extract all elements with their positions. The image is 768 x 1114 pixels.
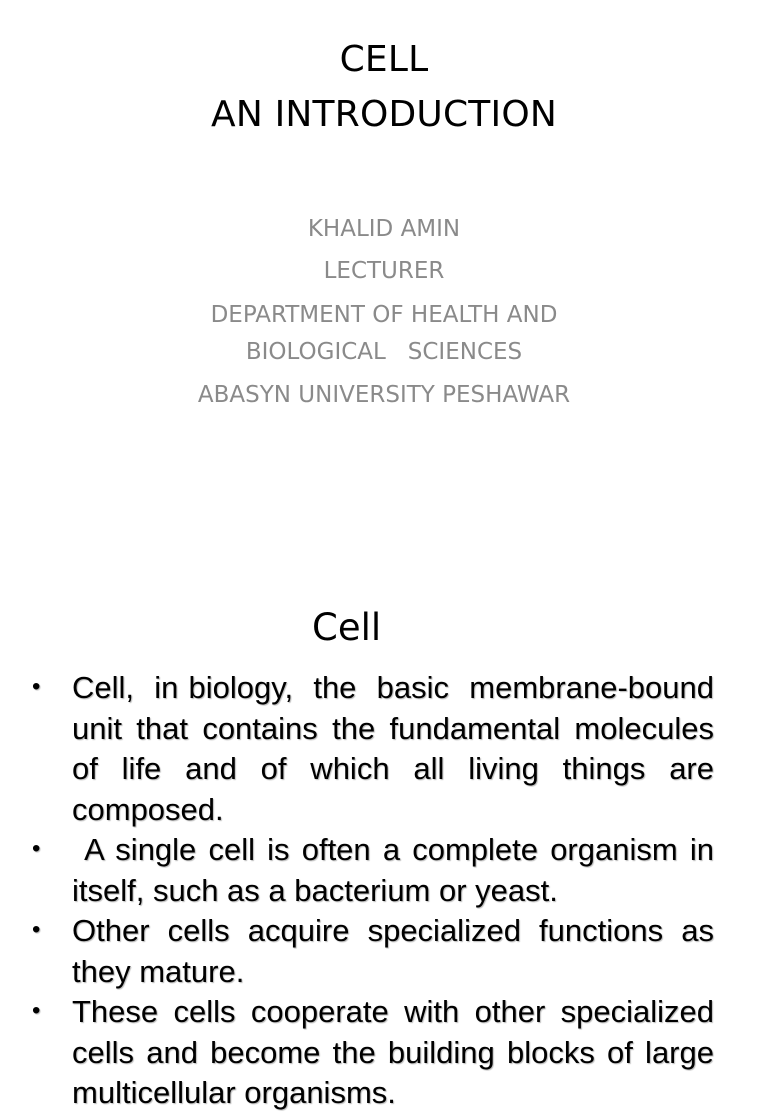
slide-title-line-1: CELL [339, 39, 429, 80]
bullet-item [30, 668, 723, 830]
bullet-item [30, 992, 714, 1114]
slide-title-line-2: AN INTRODUCTION [211, 94, 557, 135]
bullet-text: These cells cooperate with other specialized cells and become the building blocks of large multicellular organisms. [72, 994, 714, 1110]
author-name: KHALID AMIN [307, 216, 461, 242]
department-line-1: DEPARTMENT OF HEALTH AND [210, 302, 558, 328]
bullet-dot-icon: • [32, 916, 41, 943]
bullet-dot-icon: • [32, 835, 41, 862]
bullet-text: Cell, in biology, the basic membrane-bound unit that contains the fundamental molecules of life and of which all living things are composed. [72, 670, 723, 827]
bullet-dot-icon: • [32, 997, 41, 1024]
slide-heading: Cell [312, 606, 382, 649]
bullet-list [30, 668, 723, 1114]
slide-cell [0, 576, 768, 1110]
bullet-item [30, 830, 723, 911]
bullet-text: Other cells acquire specialized functions as they mature. [72, 913, 714, 989]
bullet-item [30, 911, 714, 992]
bullet-dot-icon: • [32, 673, 41, 700]
department-line-2: BIOLOGICAL SCIENCES [245, 339, 523, 365]
bullet-text: A single cell is often a complete organism in itself, such as a bacterium or yeast. [72, 832, 723, 908]
author-position: LECTURER [323, 258, 445, 284]
university-name: ABASYN UNIVERSITY PESHAWAR [197, 382, 571, 408]
